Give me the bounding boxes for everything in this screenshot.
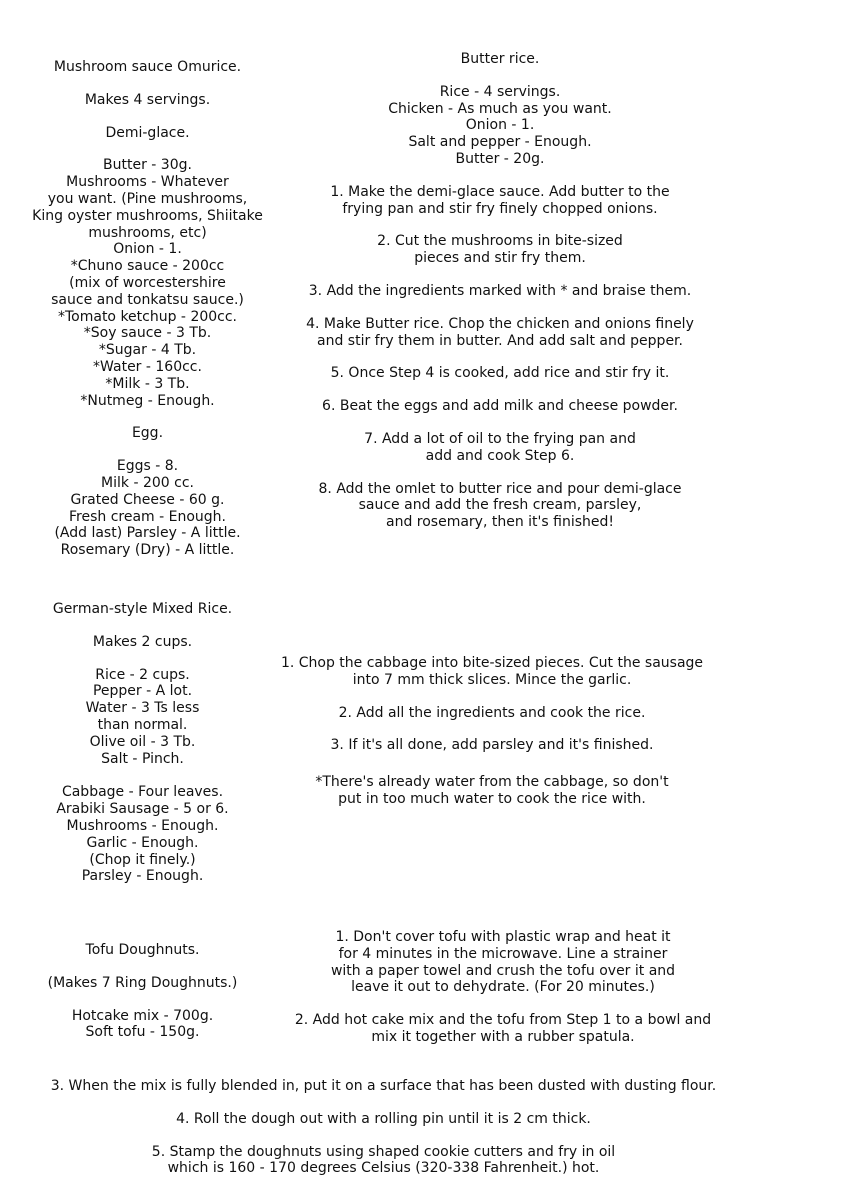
line: sauce and tonkatsu sauce.) [51, 291, 244, 308]
german-rice-ingredients-b [20, 784, 265, 885]
step-line: 1. Chop the cabbage into bite-sized pieces. Cut the sausage [280, 655, 704, 671]
line: *Water - 160cc. [93, 358, 202, 375]
step-line: and stir fry them in butter. And add salt and pepper. [317, 332, 683, 349]
german-rice-steps [258, 655, 726, 754]
tofu-steps-bottom [10, 1078, 757, 1193]
line: Mushrooms - Whatever [66, 174, 229, 191]
line: than normal. [97, 716, 188, 733]
line: *Tomato ketchup - 200cc. [57, 308, 238, 325]
step [290, 184, 710, 218]
butter-rice-ingredients [290, 84, 710, 168]
line: Rice - 2 cups. [95, 666, 190, 683]
step-line: 2. Cut the mushrooms in bite-sized [377, 233, 623, 250]
omurice-title: Mushroom sauce Omurice. [53, 59, 242, 75]
step-line: 7. Add a lot of oil to the frying pan and [364, 430, 636, 447]
step-line: 1. Don't cover tofu with plastic wrap and heat it [335, 929, 671, 945]
step [290, 283, 710, 300]
line: *Soy sauce - 3 Tb. [83, 325, 212, 342]
step-line: 4. Make Butter rice. Chop the chicken and onions finely [306, 315, 694, 332]
line: Butter - 30g. [103, 157, 192, 174]
step-line: which is 160 - 170 degrees Celsius (320-338 Fahrenheit.) hot. [167, 1160, 600, 1177]
tofu-steps-column [268, 929, 738, 1062]
tofu-title: Tofu Doughnuts. [85, 942, 200, 958]
german-rice-steps-column [258, 655, 726, 808]
german-rice-ingredients-a [20, 667, 265, 768]
line: Onion - 1. [113, 241, 182, 258]
step-line: for 4 minutes in the microwave. Line a strainer [338, 945, 668, 962]
egg-ingredients [20, 458, 275, 559]
line: King oyster mushrooms, Shiitake [32, 207, 263, 224]
tofu-steps-final [10, 1078, 757, 1177]
step [290, 316, 710, 350]
line: Milk - 200 cc. [101, 474, 194, 491]
tofu-steps-right [268, 929, 738, 1046]
german-rice-title: German-style Mixed Rice. [52, 601, 233, 617]
line: put in too much water to cook the rice with. [338, 790, 646, 807]
step-line: pieces and stir fry them. [414, 250, 586, 267]
step [10, 1111, 757, 1128]
german-rice-ingredients-column [20, 601, 265, 885]
line: Arabiki Sausage - 5 or 6. [56, 801, 229, 818]
line: (Chop it finely.) [89, 851, 196, 868]
egg-heading: Egg. [131, 425, 164, 442]
line: Salt - Pinch. [101, 750, 184, 767]
line: Grated Cheese - 60 g. [70, 491, 225, 508]
step [268, 1012, 738, 1046]
step-line: 1. Make the demi-glace sauce. Add butter to the [330, 183, 670, 200]
line: Hotcake mix - 700g. [71, 1007, 214, 1024]
tofu-makes: (Makes 7 Ring Doughnuts.) [47, 974, 238, 991]
step [10, 1144, 757, 1178]
line: Cabbage - Four leaves. [61, 784, 224, 801]
line: Water - 3 Ts less [85, 700, 200, 717]
step [290, 481, 710, 531]
butter-rice-heading: Butter rice. [460, 51, 540, 67]
step [290, 365, 710, 382]
line: mushrooms, etc) [88, 224, 207, 241]
step [258, 705, 726, 722]
line: Olive oil - 3 Tb. [89, 733, 196, 750]
step-line: into 7 mm thick slices. Mince the garlic. [352, 671, 632, 688]
omurice-steps-column [290, 51, 710, 547]
step-line: leave it out to dehydrate. (For 20 minutes.) [351, 979, 655, 996]
tofu-ingredients-column [20, 942, 265, 1041]
line: Garlic - Enough. [86, 834, 199, 851]
step-line: 5. Once Step 4 is cooked, add rice and stir fry it. [330, 365, 670, 382]
omurice-steps [290, 184, 710, 531]
step [290, 398, 710, 415]
german-rice-servings: Makes 2 cups. [92, 633, 193, 650]
line: *Chuno sauce - 200cc [70, 258, 225, 275]
step [268, 929, 738, 996]
step-line: frying pan and stir fry finely chopped onions. [342, 200, 658, 217]
line: Eggs - 8. [116, 458, 179, 475]
line: Salt and pepper - Enough. [408, 134, 592, 151]
step [258, 737, 726, 754]
line: Fresh cream - Enough. [68, 508, 226, 525]
step [258, 655, 726, 689]
step-line: mix it together with a rubber spatula. [371, 1028, 635, 1045]
line: you want. (Pine mushrooms, [47, 190, 248, 207]
step-line: sauce and add the fresh cream, parsley, [358, 497, 642, 514]
line: (mix of worcestershire [69, 274, 226, 291]
line: *Nutmeg - Enough. [80, 392, 215, 409]
step-line: 2. Add all the ingredients and cook the rice. [338, 704, 646, 721]
step-line: 3. When the mix is fully blended in, put it on a surface that has been dusted with dusting flour. [50, 1078, 717, 1094]
step-line: with a paper towel and crush the tofu over it and [330, 962, 676, 979]
line: Onion - 1. [465, 117, 535, 134]
step-line: 5. Stamp the doughnuts using shaped cookie cutters and fry in oil [151, 1143, 616, 1160]
omurice-ingredients-column [20, 59, 275, 559]
step-line: 8. Add the omlet to butter rice and pour demi-glace [318, 480, 682, 497]
step-line: 3. If it's all done, add parsley and it's finished. [330, 737, 654, 754]
step [10, 1078, 757, 1095]
line: (Add last) Parsley - A little. [54, 525, 241, 542]
line: Soft tofu - 150g. [85, 1024, 200, 1041]
line: Parsley - Enough. [81, 868, 204, 885]
demi-glace-ingredients [20, 157, 275, 409]
line: Mushrooms - Enough. [66, 817, 219, 834]
step-line: add and cook Step 6. [425, 447, 575, 464]
omurice-servings: Makes 4 servings. [84, 91, 211, 108]
step-line: and rosemary, then it's finished! [386, 514, 614, 531]
line: *Milk - 3 Tb. [105, 375, 190, 392]
line: Butter - 20g. [455, 150, 545, 167]
step-line: 3. Add the ingredients marked with * and braise them. [308, 282, 692, 299]
step [290, 233, 710, 267]
line: *Sugar - 4 Tb. [98, 342, 197, 359]
demi-glace-heading: Demi-glace. [105, 124, 190, 141]
line: Pepper - A lot. [92, 683, 193, 700]
step-line: 6. Beat the eggs and add milk and cheese powder. [322, 398, 678, 415]
tofu-ingredients [20, 1008, 265, 1042]
line: Chicken - As much as you want. [388, 100, 612, 117]
step-line: 2. Add hot cake mix and the tofu from Step 1 to a bowl and [294, 1012, 712, 1029]
line: *There's already water from the cabbage, so don't [315, 774, 669, 791]
step-line: 4. Roll the dough out with a rolling pin until it is 2 cm thick. [176, 1110, 591, 1127]
line: Rosemary (Dry) - A little. [60, 542, 235, 559]
step [290, 431, 710, 465]
line: Rice - 4 servings. [439, 83, 561, 100]
german-rice-note [258, 774, 726, 808]
